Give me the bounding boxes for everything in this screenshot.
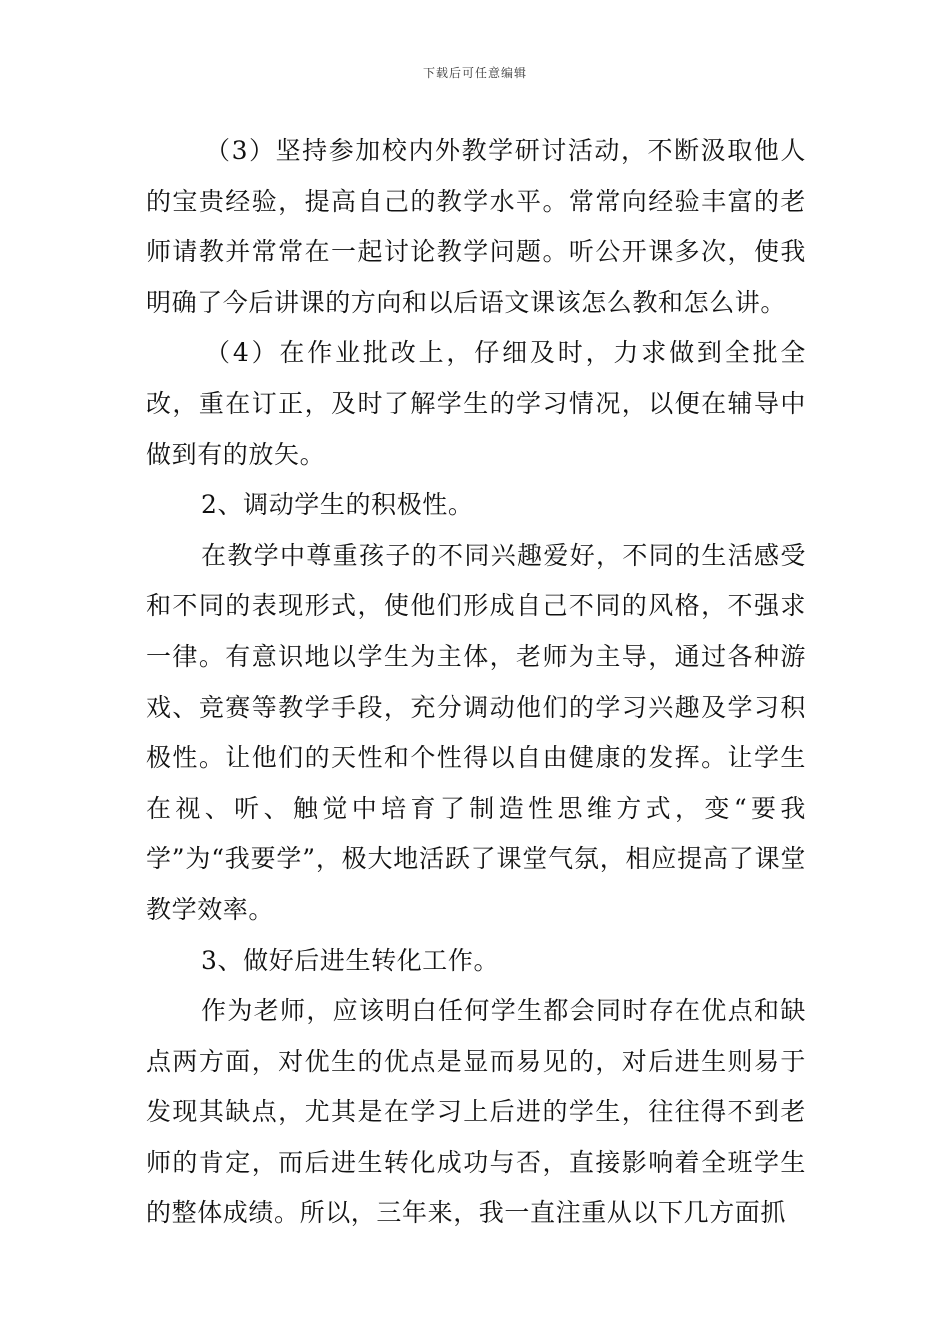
- paragraph-section-2: 在教学中尊重孩子的不同兴趣爱好，不同的生活感受和不同的表现形式，使他们形成自己不同的风格，不强求一律。有意识地以学生为主体，老师为主导，通过各种游戏、竞赛等教学手段，充分调动他们的学习兴趣及学习积极性。让他们的天性和个性得以自由健康的发挥。让学生在视、听、触觉中培育了制造性思维方式，变“要我学”为“我要学”，极大地活跃了课堂气氛，相应提高了课堂教学效率。: [146, 540, 806, 924]
- section-heading-2: 2、调动学生的积极性。: [201, 490, 474, 520]
- document-body: [146, 126, 806, 1239]
- paragraph-section-3: 作为老师，应该明白任何学生都会同时存在优点和缺点两方面，对优生的优点是显而易见的，对后进生则易于发现其缺点，尤其是在学习上后进的学生，往往得不到老师的肯定，而后进生转化成功与否，直接影响着全班学生的整体成绩。所以，三年来，我一直注重从以下几方面抓: [146, 996, 806, 1228]
- paragraph-item-4: （4）在作业批改上，仔细及时，力求做到全批全改，重在订正，及时了解学生的学习情况，以便在辅导中做到有的放矢。: [146, 338, 806, 469]
- page-header: 下载后可任意编辑: [422, 66, 527, 80]
- section-heading-3: 3、做好后进生转化工作。: [201, 945, 500, 975]
- paragraph-item-3: （3）坚持参加校内外教学研讨活动，不断汲取他人的宝贵经验，提高自己的教学水平。常常向经验丰富的老师请教并常常在一起讨论教学问题。听公开课多次，使我明确了今后讲课的方向和以后语文课该怎么教和怎么讲。: [146, 136, 806, 317]
